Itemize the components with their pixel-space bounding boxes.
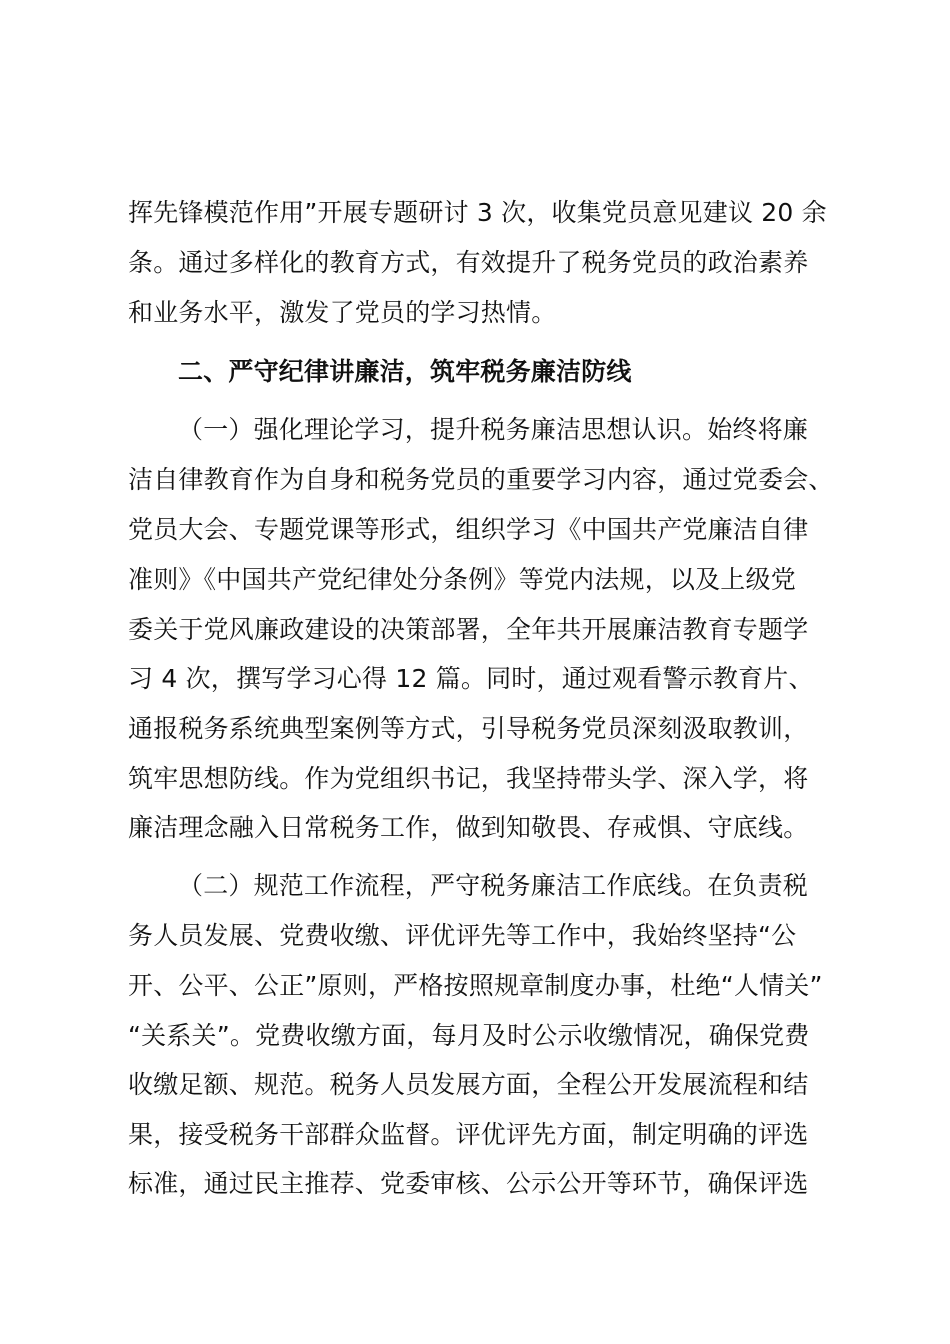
body-text-line: 准则》《中国共产党纪律处分条例》等党内法规，以及上级党 [128,565,796,594]
body-text-line: 习 4 次，撰写学习心得 12 篇。同时，通过观看警示教育片、 [128,664,814,693]
body-text-line: 开、公平、公正”原则，严格按照规章制度办事，杜绝“人情关” [128,971,823,1000]
body-text-line: 务人员发展、党费收缴、评优评先等工作中，我始终坚持“公 [128,921,797,950]
body-text-line: 收缴足额、规范。税务人员发展方面，全程公开发展流程和结 [128,1070,809,1099]
section-heading: 二、严守纪律讲廉洁，筑牢税务廉洁防线 [178,357,632,386]
body-text-line: 果，接受税务干部群众监督。评优评先方面，制定明确的评选 [128,1120,809,1149]
body-text-line: 和业务水平，激发了党员的学习热情。 [128,298,557,327]
body-text-line: 通报税务系统典型案例等方式，引导税务党员深刻汲取教训， [128,714,809,743]
body-text-line: “关系关”。党费收缴方面，每月及时公示收缴情况，确保党费 [128,1021,810,1050]
body-text-line: 廉洁理念融入日常税务工作，做到知敬畏、存戒惧、守底线。 [128,813,809,842]
body-text-line: （二）规范工作流程，严守税务廉洁工作底线。在负责税 [178,871,809,900]
body-text-line: 洁自律教育作为自身和税务党员的重要学习内容，通过党委会、 [128,465,834,494]
body-text-line: 条。通过多样化的教育方式，有效提升了税务党员的政治素养 [128,248,809,277]
body-text-line: 党员大会、专题党课等形式，组织学习《中国共产党廉洁自律 [128,515,809,544]
body-text-line: 筑牢思想防线。作为党组织书记，我坚持带头学、深入学，将 [128,764,809,793]
body-text-line: 标准，通过民主推荐、党委审核、公示公开等环节，确保评选 [128,1169,809,1198]
body-text-line: 委关于党风廉政建设的决策部署，全年共开展廉洁教育专题学 [128,615,809,644]
body-text-line: 挥先锋模范作用”开展专题研讨 3 次，收集党员意见建议 20 余 [128,198,827,227]
body-text-line: （一）强化理论学习，提升税务廉洁思想认识。始终将廉 [178,415,809,444]
